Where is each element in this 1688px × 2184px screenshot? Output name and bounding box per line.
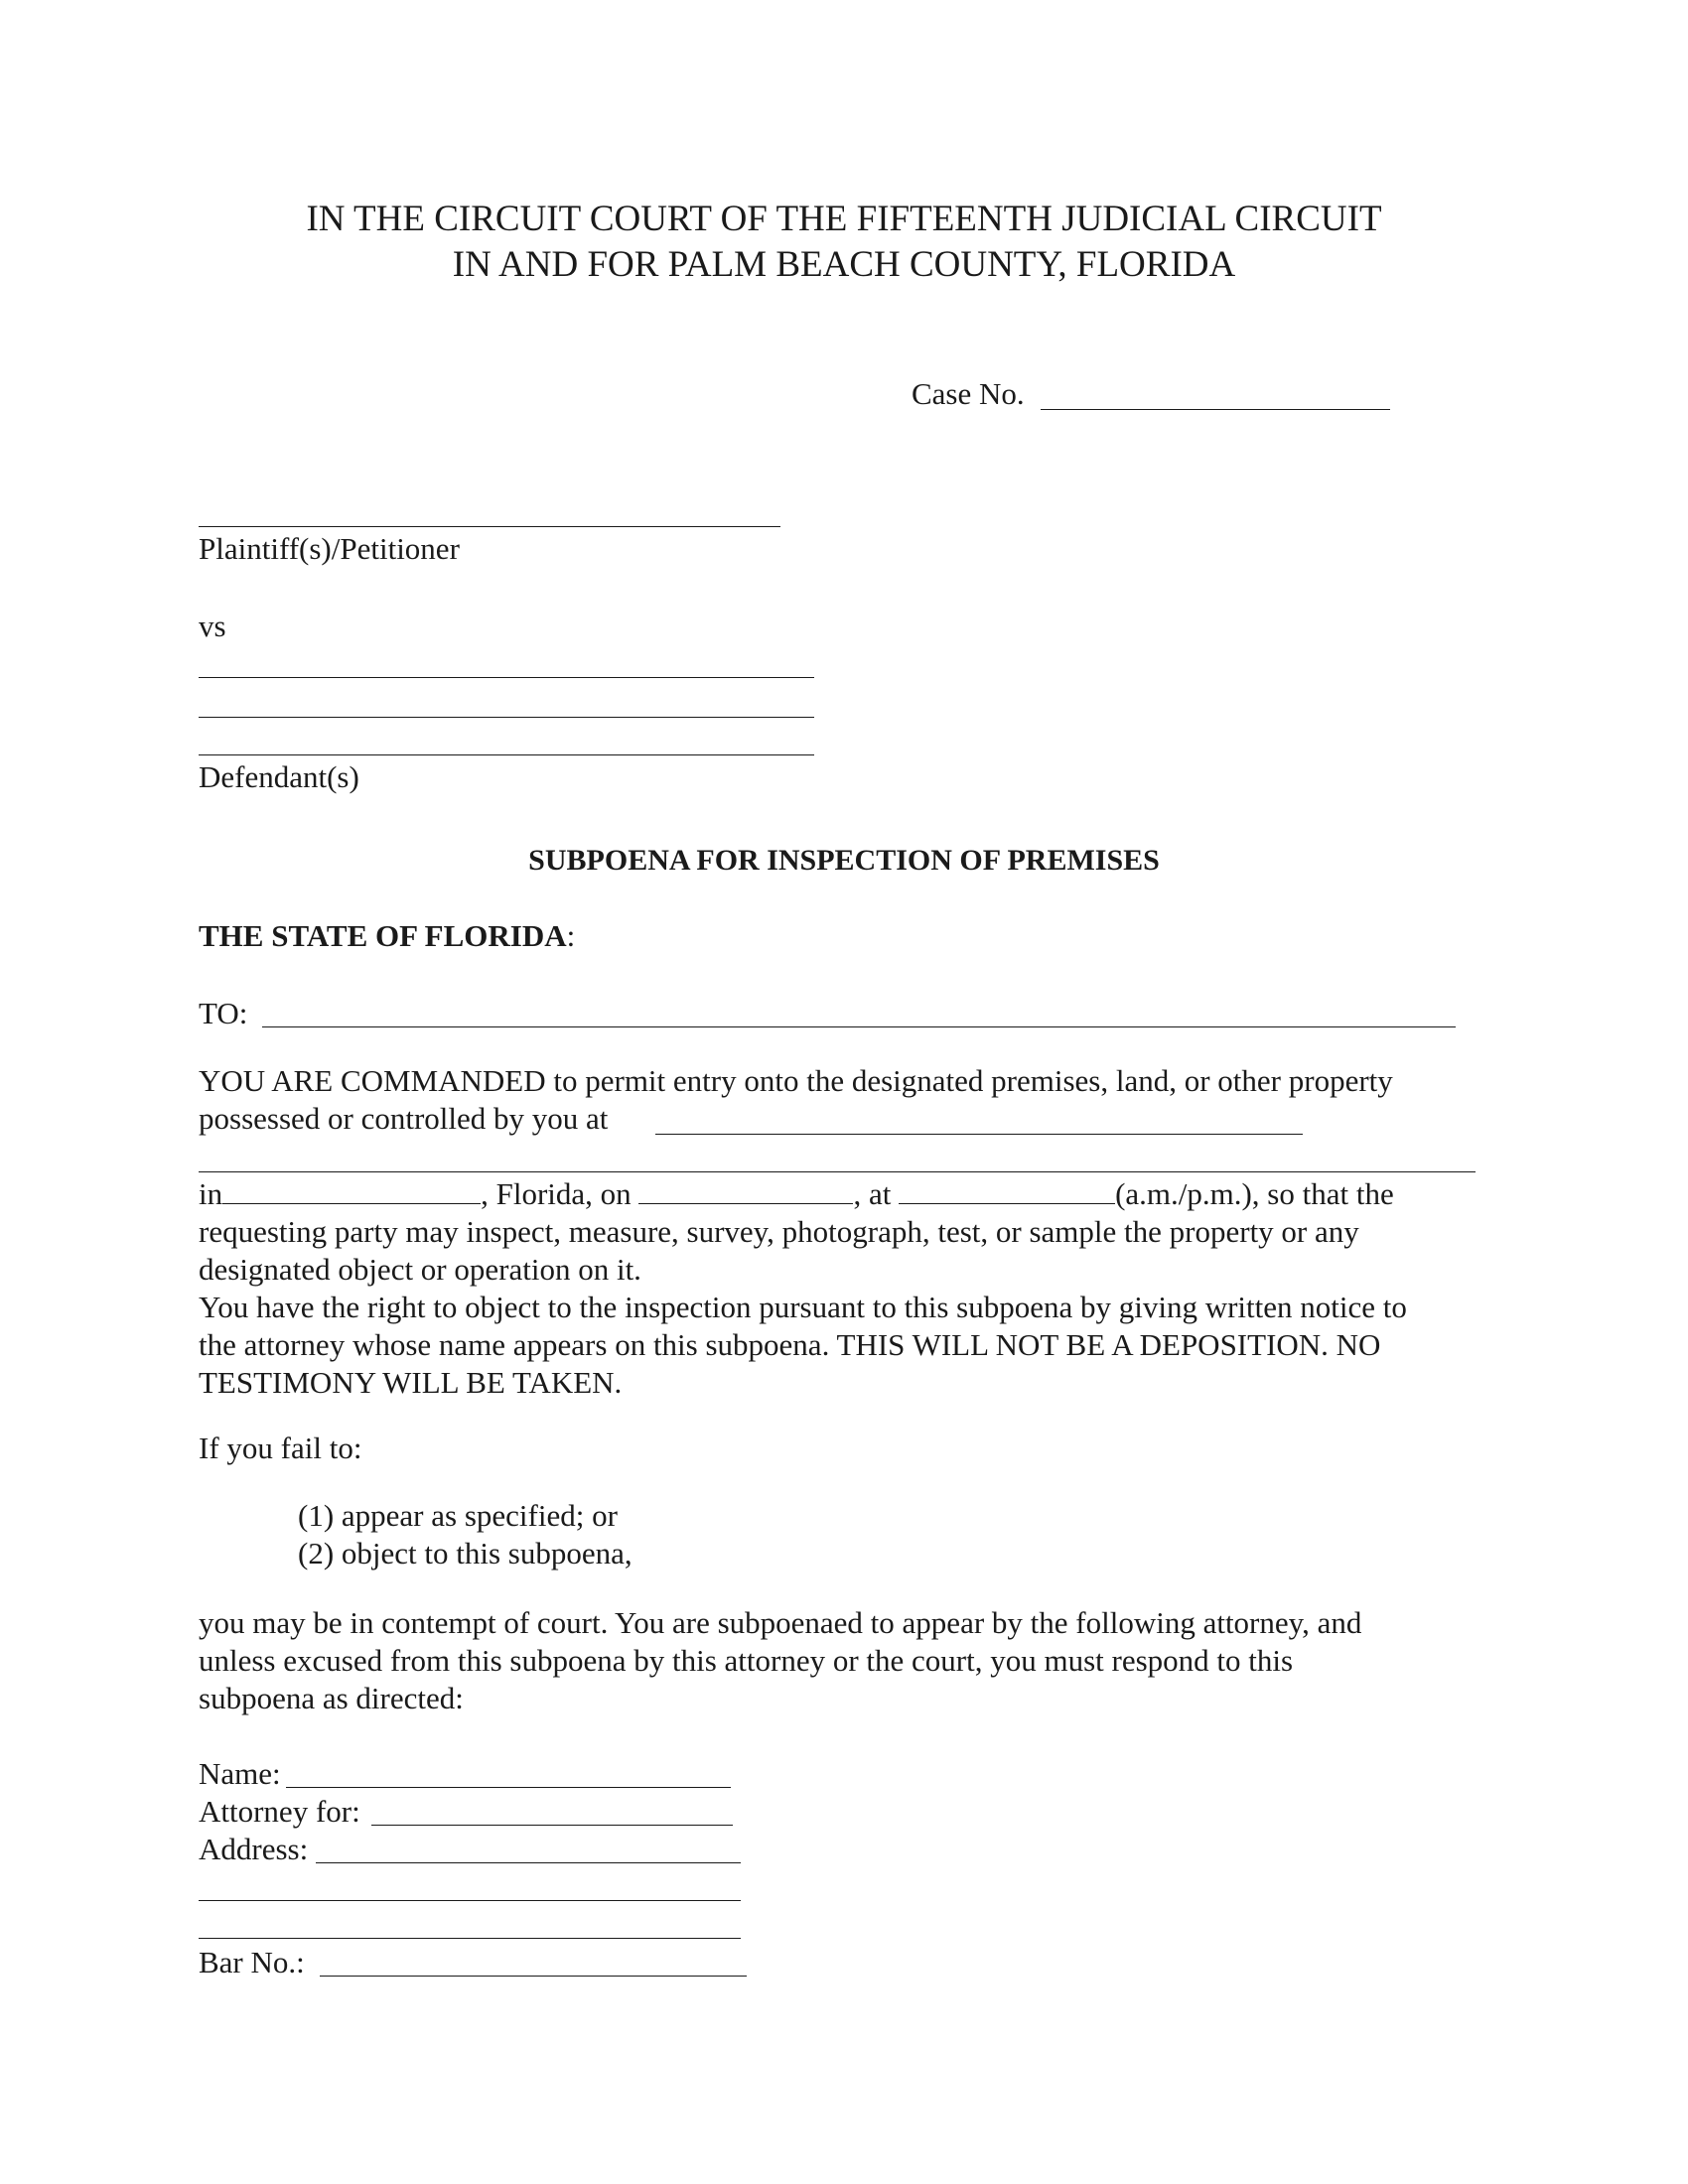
defendant-label: Defendant(s) (199, 759, 359, 794)
defendant-field-1[interactable] (199, 677, 814, 678)
defendant-field-3[interactable] (199, 754, 814, 755)
to-label: TO: (199, 996, 248, 1030)
contempt-line2: unless excused from this subpoena by this attorney or the court, you must respond to this (199, 1643, 1294, 1678)
objection-line3: TESTIMONY WILL BE TAKEN. (199, 1365, 623, 1400)
objection-line1: You have the right to object to the inspection pursuant to this subpoena by giving written notice to (199, 1290, 1407, 1324)
plaintiff-field[interactable] (199, 526, 780, 527)
at-label: , at (853, 1176, 892, 1211)
case-number-label: Case No. (912, 376, 1025, 411)
attorney-address-field-2[interactable] (199, 1900, 741, 1901)
command-line4: requesting party may inspect, measure, survey, photograph, test, or sample the property or any (199, 1214, 1359, 1249)
premises-address-field[interactable] (655, 1134, 1303, 1135)
command-line3 (199, 1175, 1394, 1213)
attorney-for-label: Attorney for: (199, 1794, 360, 1829)
case-number-field[interactable] (1041, 409, 1390, 410)
attorney-address-label: Address: (199, 1832, 309, 1866)
plaintiff-label: Plaintiff(s)/Petitioner (199, 531, 460, 566)
premises-address-field-2[interactable] (199, 1171, 1476, 1172)
time-field[interactable] (899, 1177, 1115, 1204)
attorney-name-label: Name: (199, 1756, 281, 1791)
court-header-line2: IN AND FOR PALM BEACH COUNTY, FLORIDA (452, 244, 1236, 285)
vs-label: vs (199, 609, 226, 643)
ampm-label: (a.m./p.m.), so that the (1115, 1176, 1394, 1211)
to-field[interactable] (262, 1026, 1456, 1027)
fail-item-2: (2) object to this subpoena, (298, 1536, 633, 1570)
bar-number-field[interactable] (320, 1976, 747, 1977)
objection-line2: the attorney whose name appears on this subpoena. THIS WILL NOT BE A DEPOSITION. NO (199, 1327, 1381, 1362)
contempt-line1: you may be in contempt of court. You are subpoenaed to appear by the following attorney, and (199, 1605, 1362, 1640)
state-heading (199, 917, 575, 955)
bar-number-label: Bar No.: (199, 1945, 305, 1979)
attorney-for-field[interactable] (371, 1825, 733, 1826)
command-line2: possessed or controlled by you at (199, 1101, 609, 1136)
date-field[interactable] (638, 1177, 853, 1204)
attorney-name-field[interactable] (286, 1787, 731, 1788)
command-line1: YOU ARE COMMANDED to permit entry onto the designated premises, land, or other property (199, 1063, 1393, 1098)
fail-intro: If you fail to: (199, 1431, 362, 1465)
state-label: THE STATE OF FLORIDA (199, 918, 567, 953)
court-header-line1: IN THE CIRCUIT COURT OF THE FIFTEENTH JUDICIAL CIRCUIT (306, 199, 1382, 239)
defendant-field-2[interactable] (199, 717, 814, 718)
fail-item-1: (1) appear as specified; or (298, 1498, 618, 1533)
in-label: in (199, 1176, 223, 1211)
county-field[interactable] (222, 1177, 481, 1204)
florida-on-label: , Florida, on (481, 1176, 632, 1211)
document-title: SUBPOENA FOR INSPECTION OF PREMISES (528, 844, 1160, 877)
state-colon: : (566, 918, 576, 953)
contempt-line3: subpoena as directed: (199, 1681, 464, 1715)
attorney-address-field[interactable] (316, 1862, 741, 1863)
attorney-address-field-3[interactable] (199, 1938, 741, 1939)
command-line5: designated object or operation on it. (199, 1252, 641, 1287)
